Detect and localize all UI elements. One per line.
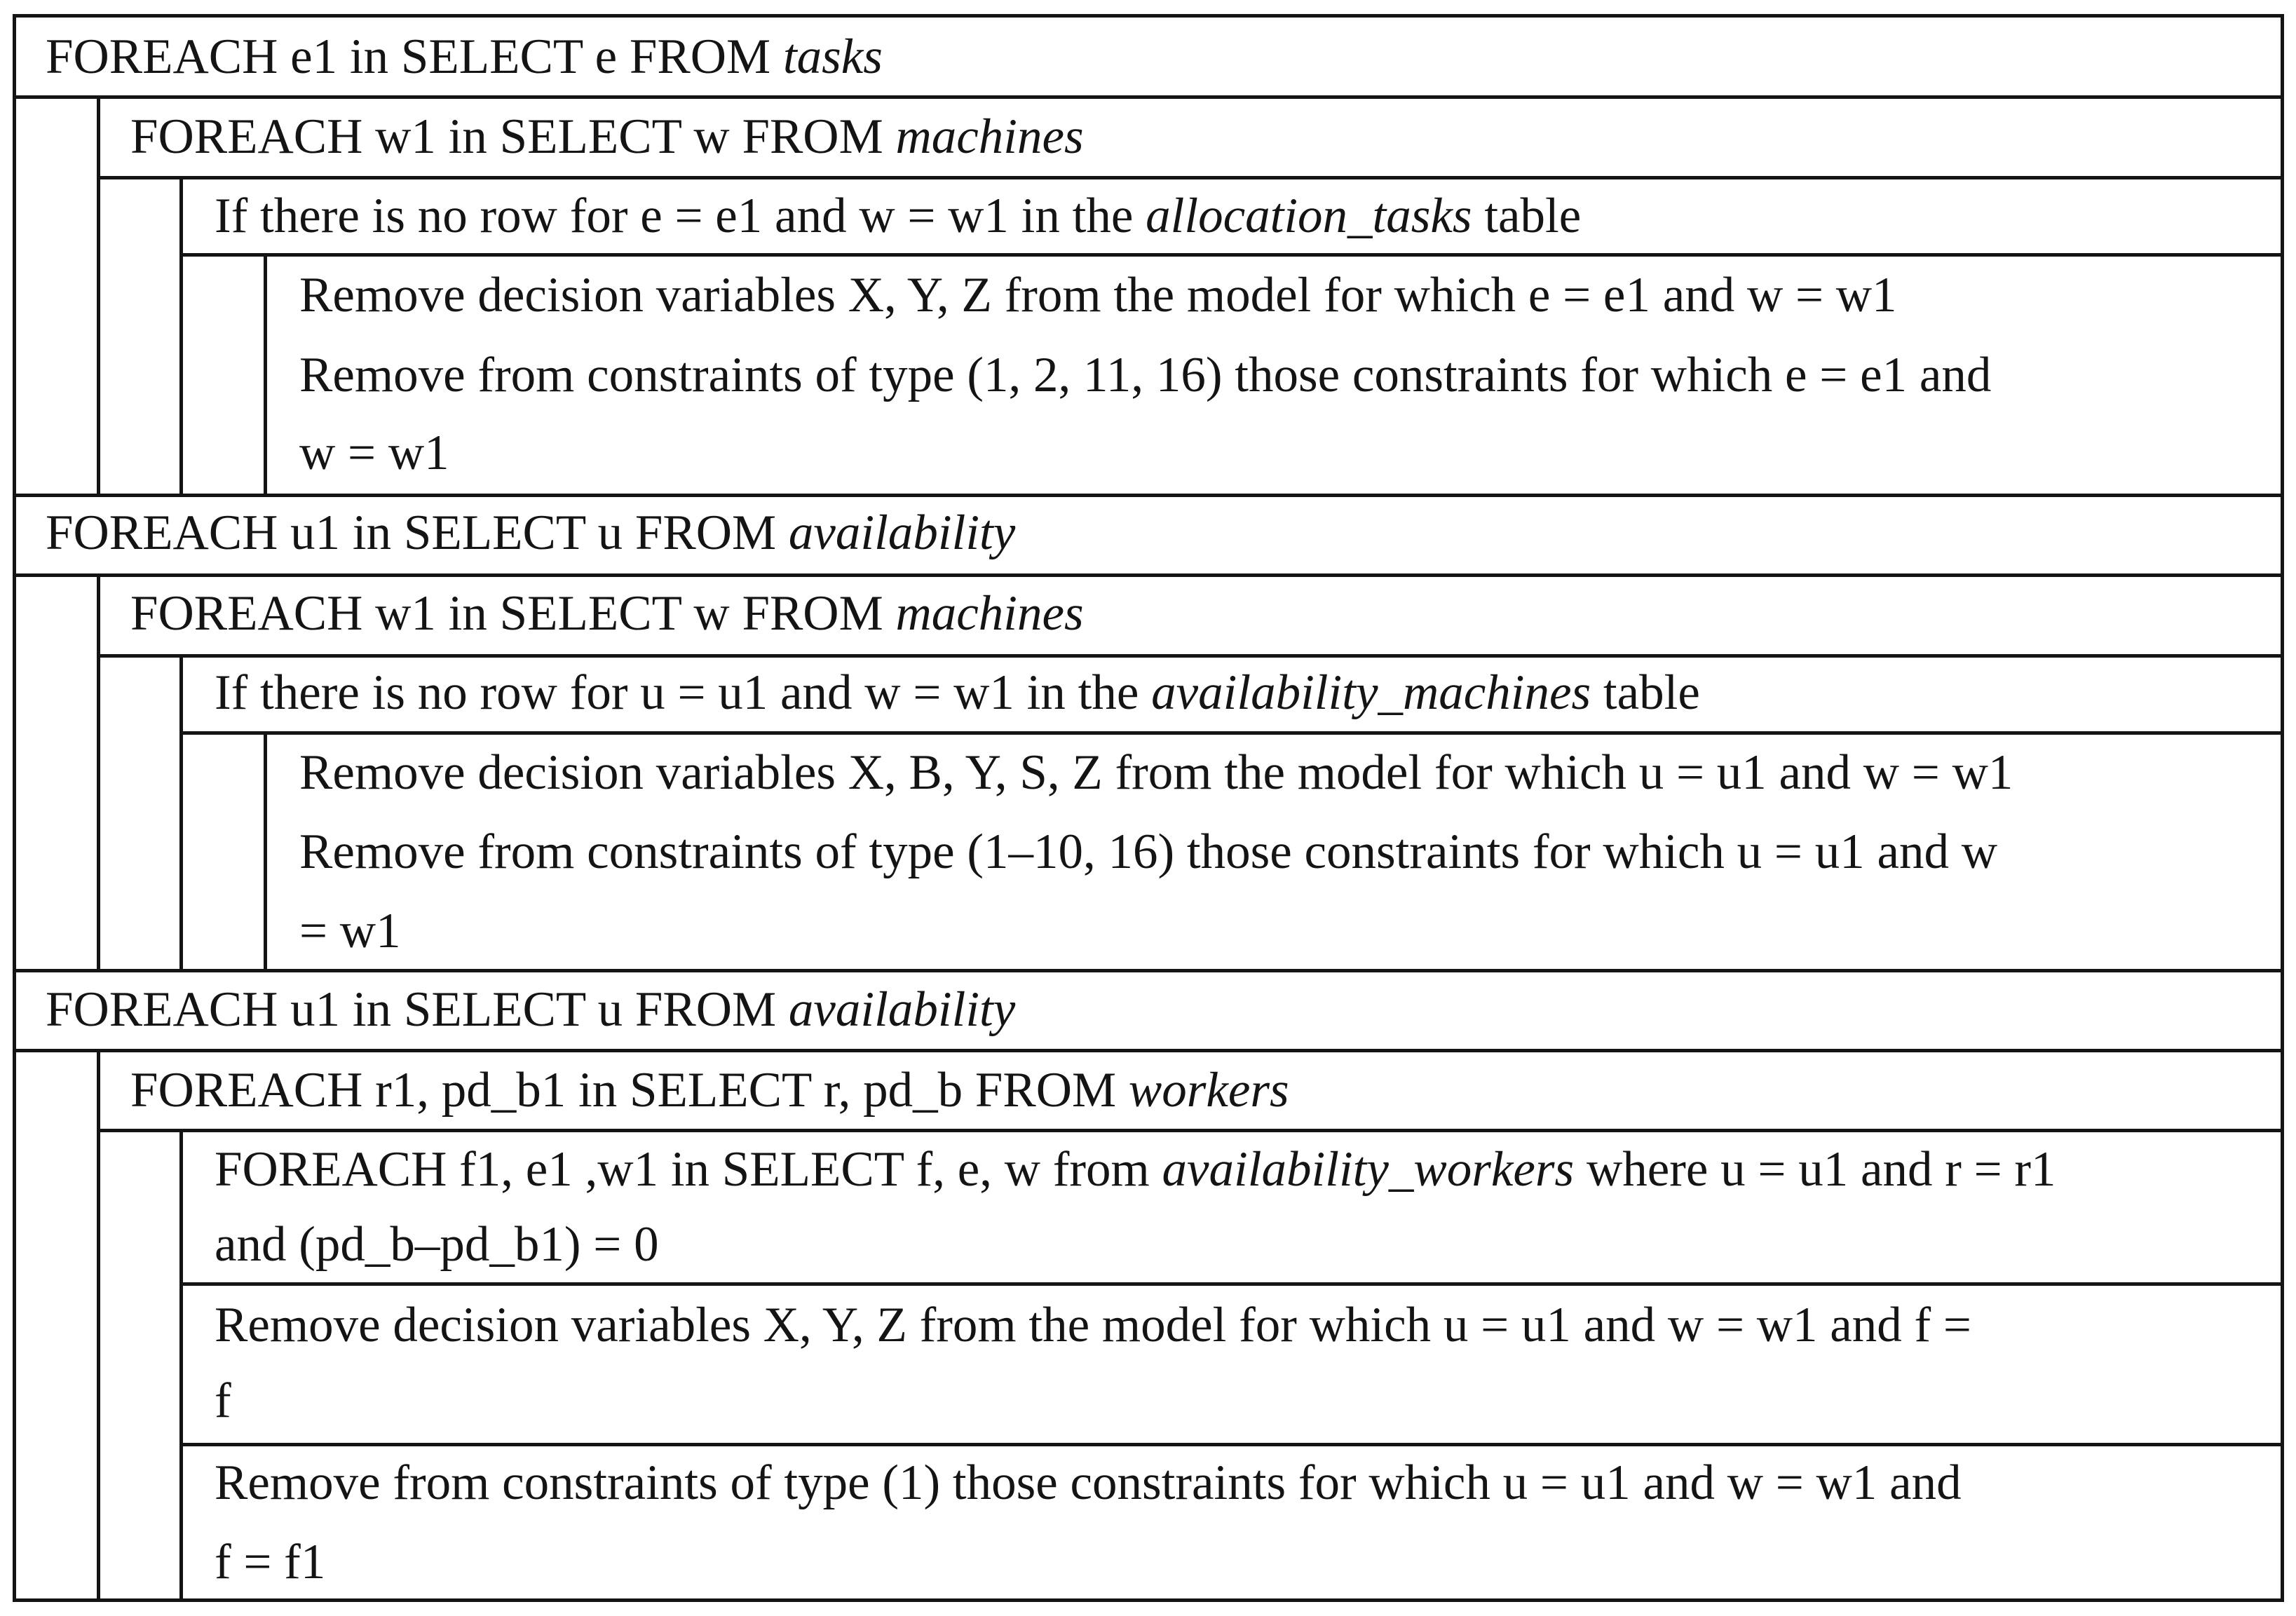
row-divider bbox=[13, 494, 2284, 497]
row-divider bbox=[13, 573, 2284, 577]
block2-remove-variables: Remove decision variables X, B, Y, S, Z from the model for which u = u1 and w = w1 bbox=[299, 745, 2013, 800]
row-divider bbox=[97, 654, 2284, 658]
loop-indent-bar bbox=[97, 95, 100, 497]
block3-foreach-availability-workers: FOREACH f1, e1 ,w1 in SELECT f, e, w from availability_workers where u = u1 and r = r1 bbox=[215, 1142, 2056, 1197]
loop-indent-bar bbox=[179, 176, 183, 497]
block3-remove-constraints: Remove from constraints of type (1) those constraints for which u = u1 and w = w1 and bbox=[215, 1455, 1962, 1510]
frame-left-border bbox=[13, 14, 16, 1602]
block1-condition: If there is no row for e = e1 and w = w1 in the allocation_tasks table bbox=[215, 189, 1582, 243]
row-divider bbox=[179, 1443, 2284, 1446]
row-divider bbox=[97, 1129, 2284, 1132]
block1-foreach-tasks: FOREACH e1 in SELECT e FROM tasks bbox=[46, 29, 883, 84]
block3-foreach-availability-workers-cont: and (pd_b–pd_b1) = 0 bbox=[215, 1217, 659, 1272]
block3-foreach-workers: FOREACH r1, pd_b1 in SELECT r, pd_b FROM workers bbox=[130, 1063, 1289, 1118]
loop-indent-bar bbox=[179, 654, 183, 972]
block3-foreach-availability: FOREACH u1 in SELECT u FROM availability bbox=[46, 982, 1016, 1037]
condition-indent-bar bbox=[264, 731, 267, 972]
row-divider bbox=[13, 95, 2284, 99]
frame-bottom-border bbox=[13, 1598, 2284, 1602]
block3-remove-variables: Remove decision variables X, Y, Z from the model for which u = u1 and w = w1 and f = bbox=[215, 1298, 1971, 1352]
loop-indent-bar bbox=[179, 1129, 183, 1602]
frame-top-border bbox=[13, 14, 2284, 18]
block2-condition: If there is no row for u = u1 and w = w1 in the availability_machines table bbox=[215, 665, 1700, 720]
row-divider bbox=[179, 731, 2284, 735]
loop-indent-bar bbox=[97, 573, 100, 972]
block2-foreach-availability: FOREACH u1 in SELECT u FROM availability bbox=[46, 505, 1016, 560]
block3-remove-constraints-cont: f = f1 bbox=[215, 1535, 326, 1589]
frame-right-border bbox=[2281, 14, 2284, 1602]
block3-remove-variables-cont: f bbox=[215, 1373, 231, 1428]
block2-remove-constraints: Remove from constraints of type (1–10, 16) those constraints for which u = u1 and w bbox=[299, 824, 1998, 879]
row-divider bbox=[179, 253, 2284, 257]
loop-indent-bar bbox=[97, 1049, 100, 1602]
block1-remove-variables: Remove decision variables X, Y, Z from the model for which e = e1 and w = w1 bbox=[299, 268, 1897, 322]
block1-remove-constraints: Remove from constraints of type (1, 2, 11, 16) those constraints for which e = e1 and bbox=[299, 348, 1992, 402]
row-divider bbox=[13, 969, 2284, 972]
block1-remove-constraints-cont: w = w1 bbox=[299, 426, 449, 480]
block2-remove-constraints-cont: = w1 bbox=[299, 904, 401, 958]
condition-indent-bar bbox=[264, 253, 267, 497]
row-divider bbox=[97, 176, 2284, 179]
row-divider bbox=[13, 1049, 2284, 1052]
row-divider bbox=[179, 1282, 2284, 1286]
block2-foreach-machines: FOREACH w1 in SELECT w FROM machines bbox=[130, 586, 1084, 641]
block1-foreach-machines: FOREACH w1 in SELECT w FROM machines bbox=[130, 109, 1084, 164]
